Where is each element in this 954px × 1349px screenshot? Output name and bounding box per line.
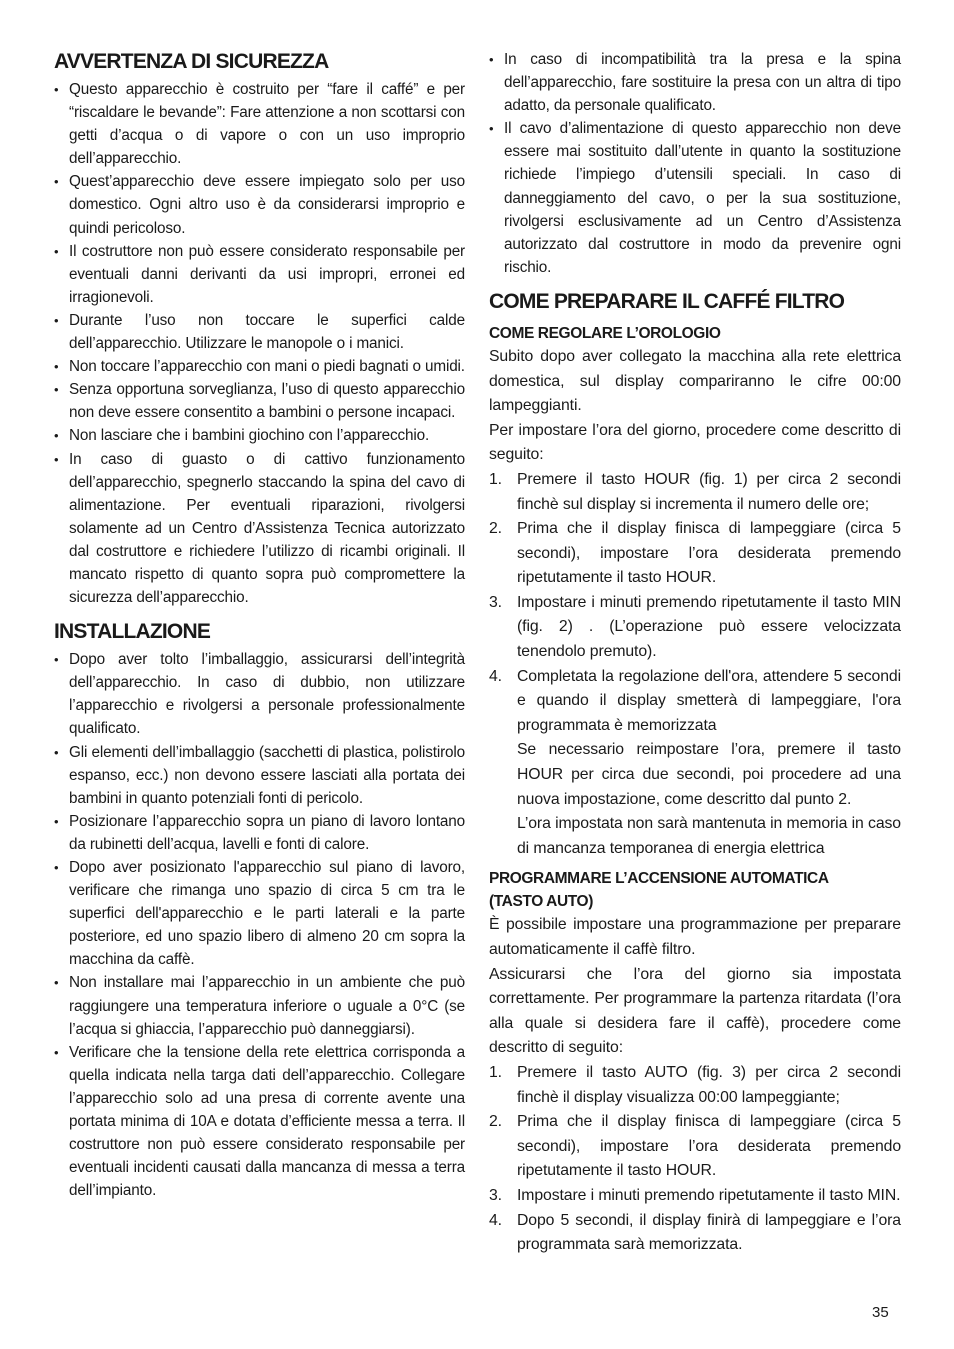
list-item: • Dopo aver tolto l’imballaggio, assicurarsi dell’integrità dell’apparecchio. In caso di dubbio, non utilizzare l’apparecchio e rivolgersi a personale professionalmente qualificato.	[54, 648, 465, 740]
list-item: • Durante l’uso non toccare le superfici calde dell’apparecchio. Utilizzare le manopole o i manici.	[54, 309, 465, 355]
step-text: Prima che il display finisca di lampeggiare (circa 5 secondi), impostare l’ora desiderata premendo ripetutamente il tasto HOUR.	[517, 1113, 901, 1180]
step-note: L’ora impostata non sarà mantenuta in memoria in caso di mancanza temporanea di energia elettrica	[517, 815, 901, 857]
installation-heading: INSTALLAZIONE	[54, 620, 211, 644]
right-column	[489, 48, 901, 1258]
step-number: 2.	[489, 1113, 502, 1131]
list-item	[489, 591, 901, 665]
step-number: 3.	[489, 593, 502, 611]
list-item	[489, 517, 901, 591]
filter-coffee-heading: COME PREPARARE IL CAFFÉ FILTRO	[489, 289, 845, 313]
page-number: 35	[872, 1304, 889, 1321]
auto-subheading-line-1: PROGRAMMARE L’ACCENSIONE AUTOMATICA	[489, 870, 829, 888]
step-text: Completata la regolazione dell'ora, attendere 5 secondi e quando il display smetterà di lampeggiare, l'ora programmata è memorizzata	[517, 667, 901, 734]
list-item: • Dopo aver posizionato l'apparecchio sul piano di lavoro, verificare che rimanga uno spazio di circa 5 cm tra le superfici dell'apparecchio e le parti laterali e la parte posteriore, ed uno spazio libero di almeno 20 cm sopra la macchina da caffè.	[54, 856, 465, 971]
step-text: Premere il tasto HOUR (fig. 1) per circa 2 secondi finchè sul display si incrementa il numero delle ore;	[517, 470, 901, 513]
step-text: Impostare i minuti premendo ripetutamente il tasto MIN.	[517, 1186, 901, 1204]
clock-paragraph-1: Subito dopo aver collegato la macchina alla rete elettrica domestica, sul display compariranno le cifre 00:00 lampeggianti.	[489, 347, 901, 415]
installation-list	[54, 648, 465, 1202]
auto-paragraph-2: Assicurarsi che l’ora del giorno sia impostata correttamente. Per programmare la partenza ritardata (l’ora alla quale si desidera fare il caffè), procedere come descritto di seguito:	[489, 965, 901, 1057]
list-item: • Verificare che la tensione della rete elettrica corrisponda a quella indicata nella targa dati dell’apparecchio. Collegare l’apparecchio solo ad una presa di corrente avente una portata minima di 10A e dotata d’efficiente messa a terra. Il costruttore non può essere considerato responsabile per eventuali incidenti causati dalla mancanza di messa a terra dell’impianto.	[54, 1041, 465, 1203]
list-item	[489, 1061, 901, 1110]
auto-steps	[489, 1061, 901, 1258]
step-number: 3.	[489, 1186, 502, 1204]
step-text: Premere il tasto AUTO (fig. 3) per circa 2 secondi finchè il display visualizza 00:00 lampeggiante;	[517, 1063, 901, 1106]
auto-subheading	[489, 867, 901, 913]
list-item	[489, 1110, 901, 1184]
installation-list-continued	[489, 48, 901, 279]
step-number: 1.	[489, 470, 502, 488]
step-text: Dopo 5 secondi, il display finirà di lampeggiare e l’ora programmata sarà memorizzata.	[517, 1211, 901, 1254]
safety-heading: AVVERTENZA DI SICUREZZA	[54, 50, 329, 73]
list-item	[489, 468, 901, 517]
step-text: Impostare i minuti premendo ripetutamente il tasto MIN (fig. 2) . (L’operazione può essere velocizzata tenendolo premuto).	[517, 593, 901, 661]
clock-subheading: COME REGOLARE L’OROLOGIO	[489, 324, 721, 342]
left-column	[54, 48, 465, 1202]
list-item: • Il cavo d’alimentazione di questo apparecchio non deve essere mai sostituito dall’utente in quanto la sostituzione richiede l’impiego d’utensili speciali. In caso di danneggiamento del cavo, o per la sua sostituzione, rivolgersi esclusivamente ad un Centro d’Assistenza autorizzato dal costruttore in modo da prevenire ogni rischio.	[489, 117, 901, 279]
clock-paragraph-2: Per impostare l’ora del giorno, procedere come descritto di seguito:	[489, 421, 901, 464]
list-item: • Posizionare l’apparecchio sopra un piano di lavoro lontano da rubinetti dell’acqua, lavelli e fonti di calore.	[54, 810, 465, 856]
safety-list	[54, 78, 465, 609]
list-item: • Non lasciare che i bambini giochino con l’apparecchio.	[54, 424, 465, 447]
step-number: 4.	[489, 667, 502, 685]
step-number: 1.	[489, 1063, 502, 1081]
list-item: • Gli elementi dell’imballaggio (sacchetti di plastica, polistirolo espanso, ecc.) non devono essere lasciati alla portata dei bambini in quanto potenziali fonti di pericolo.	[54, 741, 465, 810]
list-item: • Questo apparecchio è costruito per “fare il caffé” e per “riscaldare le bevande”: Fare attenzione a non scottarsi con getti d’acqua o di vapore o con un uso improprio dell’apparecchio.	[54, 78, 465, 170]
list-item: • Il costruttore non può essere considerato responsabile per eventuali danni derivanti da usi impropri, erronei ed irragionevoli.	[54, 240, 465, 309]
auto-subheading-line-2: (TASTO AUTO)	[489, 893, 593, 911]
clock-steps	[489, 468, 901, 862]
step-note: Se necessario reimpostare l’ora, premere il tasto HOUR per circa due secondi, poi procedere ad una nuova impostazione, come descritto dal punto 2.	[517, 741, 901, 808]
step-text: Prima che il display finisca di lampeggiare (circa 5 secondi), impostare l’ora desiderata premendo ripetutamente il tasto HOUR.	[517, 520, 901, 587]
auto-paragraph-1: È possibile impostare una programmazione per preparare automaticamente il caffè filtro.	[489, 916, 901, 958]
list-item	[489, 665, 901, 862]
list-item	[489, 1209, 901, 1258]
list-item: • In caso di guasto o di cattivo funzionamento dell’apparecchio, spegnerlo staccando la spina del cavo di alimentazione. Per eventuali riparazioni, rivolgersi solamente ad un Centro d’Assistenza Tecnica autorizzato dal costruttore e richiedere l’utilizzo di ricambi originali. Il mancato rispetto di quanto sopra può compromettere la sicurezza dell’apparecchio.	[54, 448, 465, 610]
list-item	[489, 1184, 901, 1209]
list-item: • Non installare mai l’apparecchio in un ambiente che può raggiungere una temperatura inferiore o uguale a 0°C (se l’acqua si ghiaccia, l’apparecchio può danneggiarsi).	[54, 971, 465, 1040]
list-item: • Quest’apparecchio deve essere impiegato solo per uso domestico. Ogni altro uso è da considerarsi improprio e quindi pericoloso.	[54, 170, 465, 239]
list-item: • Non toccare l’apparecchio con mani o piedi bagnati o umidi.	[54, 355, 465, 378]
step-number: 2.	[489, 520, 502, 538]
step-number: 4.	[489, 1211, 502, 1229]
list-item: • Senza opportuna sorveglianza, l’uso di questo apparecchio non deve essere consentito a bambini o persone incapaci.	[54, 378, 465, 424]
list-item: • In caso di incompatibilità tra la presa e la spina dell’apparecchio, fare sostituire la presa con un altra di tipo adatto, da personale qualificato.	[489, 48, 901, 117]
